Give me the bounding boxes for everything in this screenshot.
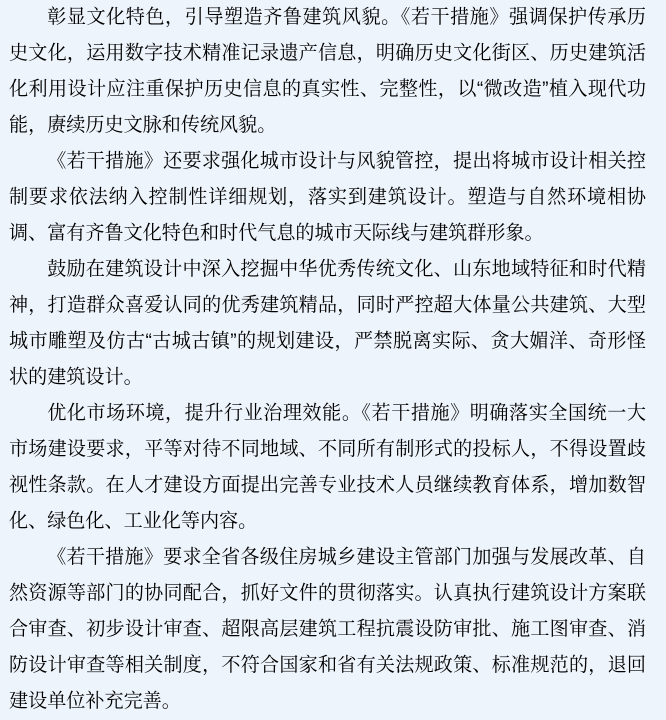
paragraph-department-coordination: 《若干措施》要求全省各级住房城乡建设主管部门加强与发展改革、自然资源等部门的协同配合，抓好文件的贯彻落实。认真执行建筑设计方案联合审查、初步设计审查、超限高层建筑工程抗震设防审批、施工图审查、消防设计审查等相关制度，不符合国家和省有关法规政策、标准规范的，退回建设单位补充完善。 <box>9 547 646 712</box>
paragraph-design-encouragement: 鼓励在建筑设计中深入挖掘中华优秀传统文化、山东地域特征和时代精神，打造群众喜爱认同的优秀建筑精品，同时严控超大体量公共建筑、大型城市雕塑及仿古“古城古镇”的规划建设，严禁脱离实际、贪大媚洋、奇形怪状的建筑设计。 <box>9 259 646 388</box>
paragraph-market-environment: 优化市场环境，提升行业治理效能。《若干措施》明确落实全国统一大市场建设要求，平等对待不同地域、不同所有制形式的投标人，不得设置歧视性条款。在人才建设方面提出完善专业技术人员继续教育体系，增加数智化、绿色化、工业化等内容。 <box>9 403 646 532</box>
paragraph-urban-design-control: 《若干措施》还要求强化城市设计与风貌管控，提出将城市设计相关控制要求依法纳入控制性详细规划，落实到建筑设计。塑造与自然环境相协调、富有齐鲁文化特色和时代气息的城市天际线与建筑群形象。 <box>9 151 646 244</box>
paragraph-culture-features: 彰显文化特色，引导塑造齐鲁建筑风貌。《若干措施》强调保护传承历史文化，运用数字技术精准记录遗产信息，明确历史文化街区、历史建筑活化利用设计应注重保护历史信息的真实性、完整性，以“微改造”植入现代功能，赓续历史文脉和传统风貌。 <box>9 7 646 136</box>
